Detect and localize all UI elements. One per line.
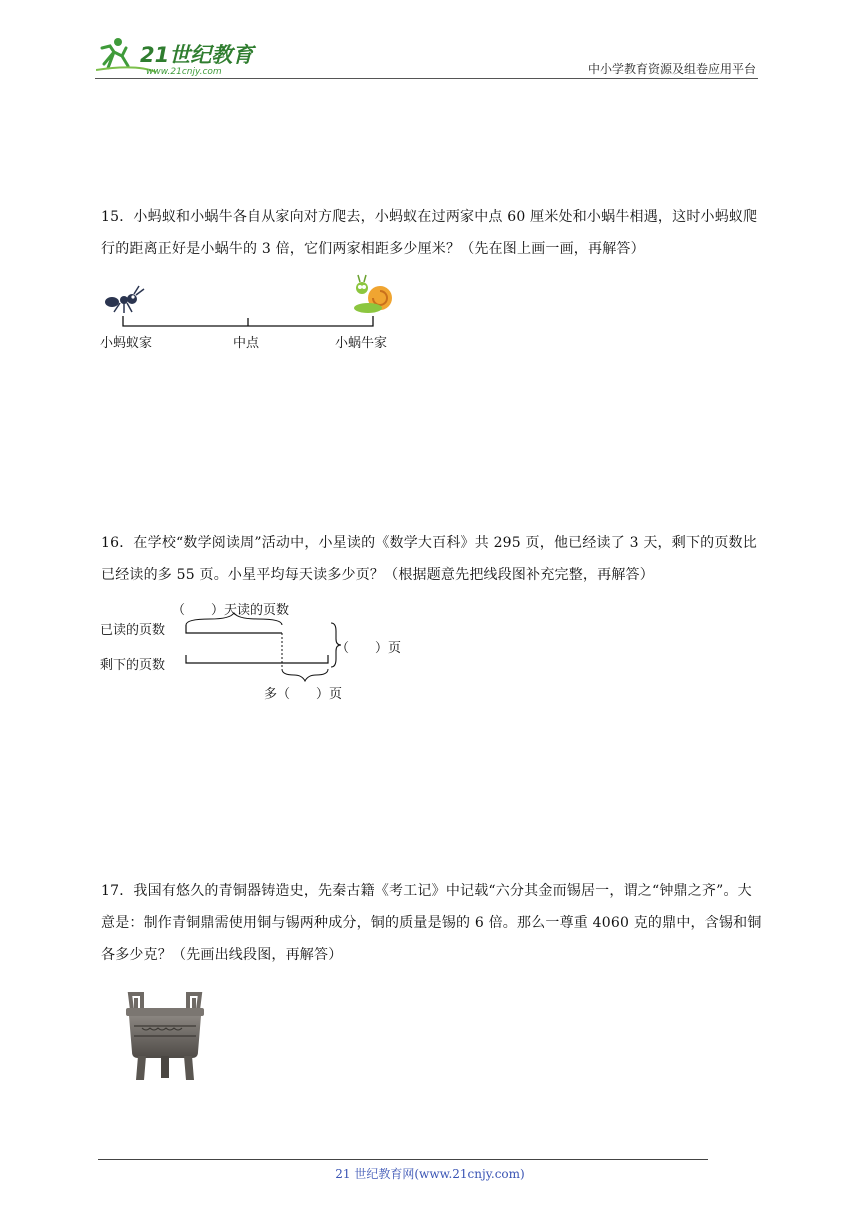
question-17: 17．我国有悠久的青铜器铸造史，先秦古籍《考工记》中记载“六分其金而锡居一，谓之“钟鼎之齐”。大意是：制作青铜鼎需使用铜与锡两种成分，铜的质量是锡的 6 倍。那么一尊重 4060 克的鼎中，含锡和铜各多少克？（先画出线段图，再解答） [101, 883, 762, 963]
label-midpoint: 中点 [233, 336, 260, 351]
ant-icon [105, 286, 144, 313]
q15-diagram [98, 272, 418, 362]
platform-name: 中小学教育资源及组卷应用平台 [587, 62, 756, 76]
total-pages-label: （ ）页 [336, 641, 402, 656]
q16-diagram [98, 597, 418, 707]
bronze-ding-icon [122, 990, 208, 1082]
question-16: 16．在学校“数学阅读周”活动中，小星读的《数学大百科》共 295 页，他已经读了 3 天，剩下的页数比已经读的多 55 页。小星平均每天读多少页？（根据题意先把线段图补充完整，再解答） [101, 535, 757, 583]
footer-divider [98, 1159, 708, 1160]
logo-url: www.21cnjy.com [146, 67, 222, 77]
site-logo [96, 34, 266, 78]
read-pages-label: 已读的页数 [100, 623, 166, 638]
label-ant-home: 小蚂蚁家 [100, 336, 153, 351]
label-snail-home: 小蜗牛家 [335, 336, 388, 351]
top-days-label: （ ）天读的页数 [172, 603, 290, 618]
remaining-pages-label: 剩下的页数 [100, 658, 166, 673]
difference-pages-label: 多（ ）页 [264, 687, 343, 702]
footer-text: 21 世纪教育网(www.21cnjy.com) [335, 1167, 525, 1181]
snail-icon [354, 275, 392, 313]
logo-text: 21世纪教育 [140, 43, 254, 67]
header-divider [95, 78, 758, 79]
question-15: 15．小蚂蚁和小蜗牛各自从家向对方爬去，小蚂蚁在过两家中点 60 厘米处和小蜗牛相遇，这时小蚂蚁爬行的距离正好是小蜗牛的 3 倍，它们两家相距多少厘米？（先在图上画一画，再解答） [101, 209, 758, 257]
